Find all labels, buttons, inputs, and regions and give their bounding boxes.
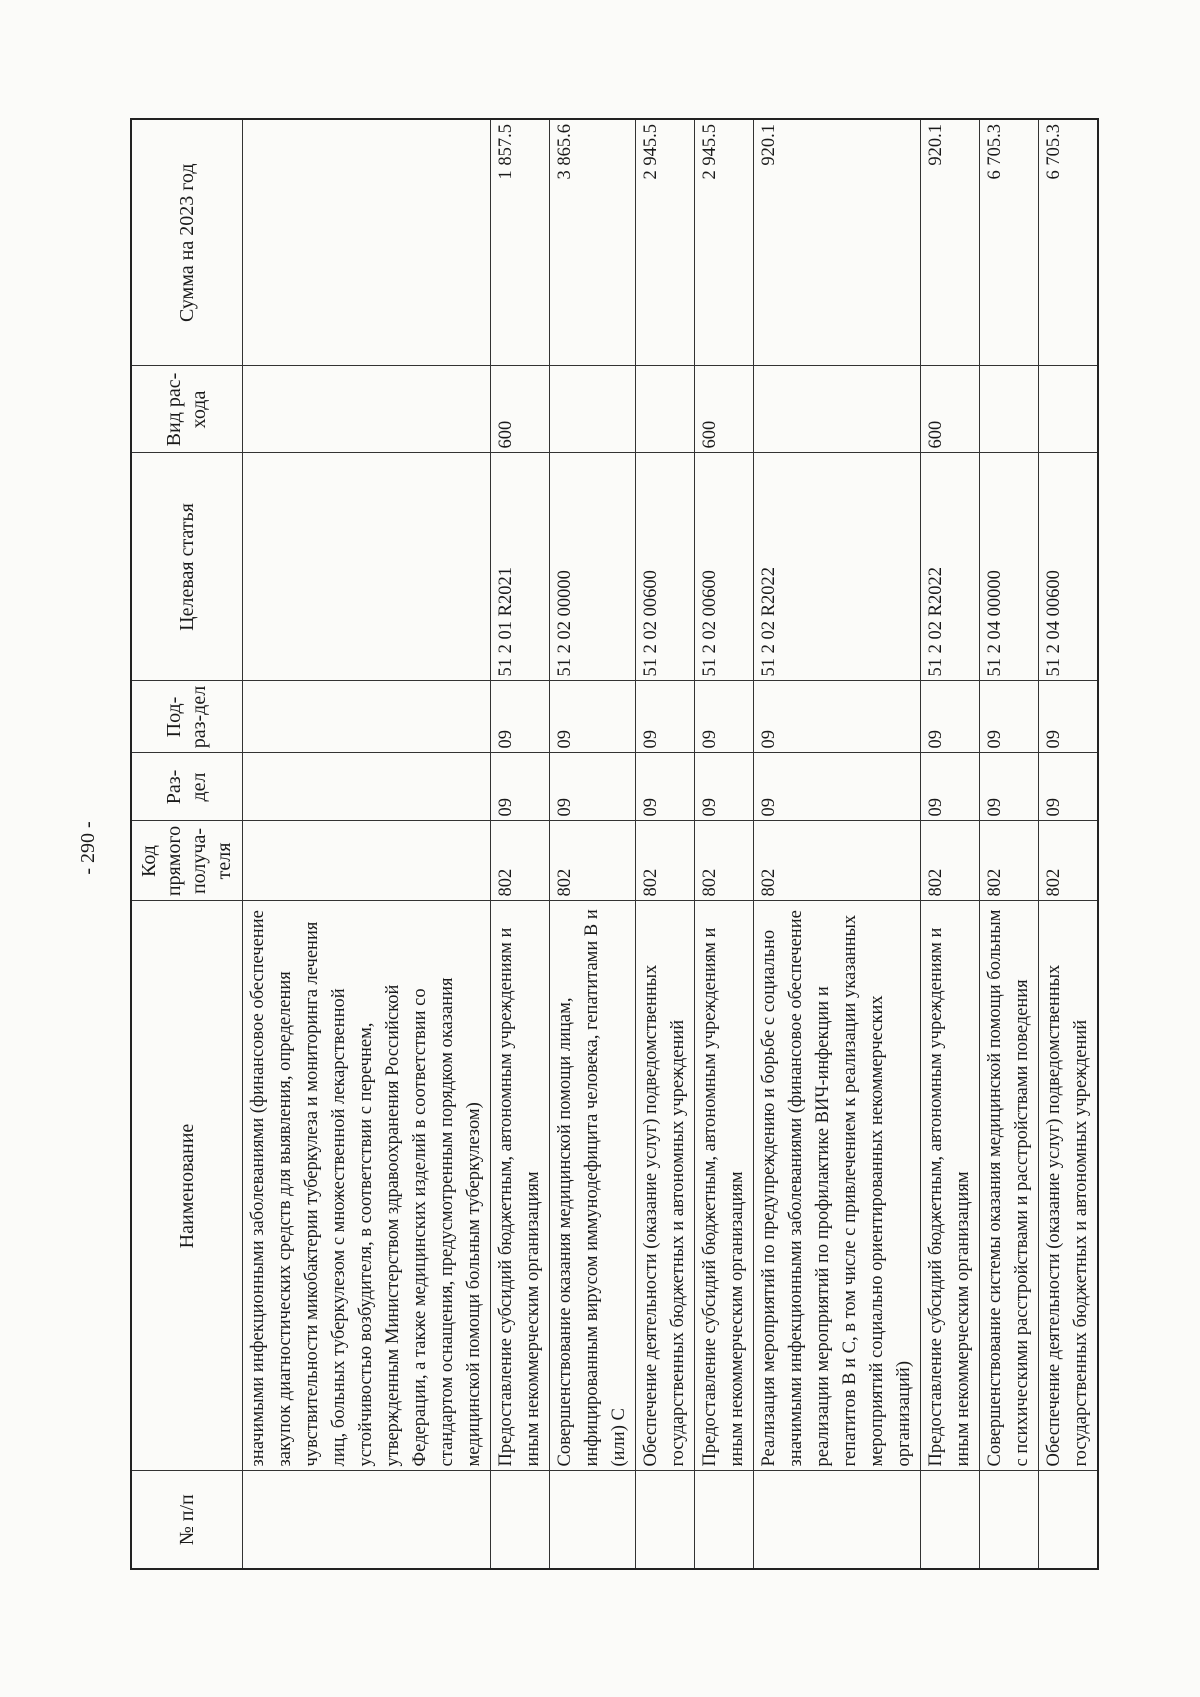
cell-celevaya: 51 2 02 00600 [695, 453, 754, 681]
table-header-row [131, 119, 243, 1569]
cell-razdel: 09 [980, 753, 1039, 821]
cell-num [980, 1471, 1039, 1569]
cell-vid: 600 [491, 366, 550, 453]
cell-summa [243, 119, 491, 366]
table-row [243, 119, 491, 1569]
cell-podrazdel: 09 [550, 681, 636, 753]
cell-razdel: 09 [754, 753, 921, 821]
header-num: № п/п [131, 1471, 243, 1569]
cell-code: 802 [695, 821, 754, 901]
cell-summa: 6 705.3 [980, 119, 1039, 366]
cell-celevaya: 51 2 02 00600 [636, 453, 695, 681]
cell-name: Реализация мероприятий по предупреждению и борьбе с социально значимыми инфекционными заболеваниями (финансовое обеспечение реализации мероприятий по профилактике ВИЧ-инфекции и гепатитов B и C, в том числе с привлечением к реализации указанных мероприятий социально ориентированных некоммерческих организаций) [754, 901, 921, 1471]
cell-razdel: 09 [636, 753, 695, 821]
cell-name: Предоставление субсидий бюджетным, автономным учреждениям и иным некоммерческим организациям [491, 901, 550, 1471]
cell-name: Предоставление субсидий бюджетным, автономным учреждениям и иным некоммерческим организациям [695, 901, 754, 1471]
cell-celevaya: 51 2 01 R2021 [491, 453, 550, 681]
cell-razdel: 09 [1039, 753, 1099, 821]
table-row [636, 119, 695, 1569]
table-row [921, 119, 980, 1569]
cell-podrazdel: 09 [491, 681, 550, 753]
cell-celevaya: 51 2 02 R2022 [921, 453, 980, 681]
cell-podrazdel: 09 [921, 681, 980, 753]
header-summa: Сумма на 2023 год [131, 119, 243, 366]
cell-celevaya: 51 2 02 R2022 [754, 453, 921, 681]
cell-name: Обеспечение деятельности (оказание услуг) подведомственных государственных бюджетных и автономных учреждений [636, 901, 695, 1471]
cell-num [550, 1471, 636, 1569]
cell-razdel: 09 [550, 753, 636, 821]
cell-num [921, 1471, 980, 1569]
cell-podrazdel [243, 681, 491, 753]
table-row [980, 119, 1039, 1569]
cell-vid [550, 366, 636, 453]
cell-num [636, 1471, 695, 1569]
cell-vid [1039, 366, 1099, 453]
cell-summa: 1 857.5 [491, 119, 550, 366]
cell-celevaya: 51 2 04 00000 [980, 453, 1039, 681]
cell-summa: 2 945.5 [636, 119, 695, 366]
header-vid: Вид рас-хода [131, 366, 243, 453]
cell-vid [980, 366, 1039, 453]
cell-podrazdel: 09 [980, 681, 1039, 753]
cell-num [1039, 1471, 1099, 1569]
header-code: Код прямого получа-теля [131, 821, 243, 901]
header-name: Наименование [131, 901, 243, 1471]
cell-vid: 600 [695, 366, 754, 453]
cell-name: Совершенствование системы оказания медицинской помощи больным с психическими расстройствами и расстройствами поведения [980, 901, 1039, 1471]
budget-table [130, 118, 1099, 1570]
cell-summa: 920.1 [921, 119, 980, 366]
cell-summa: 2 945.5 [695, 119, 754, 366]
table-row [695, 119, 754, 1569]
cell-num [754, 1471, 921, 1569]
cell-razdel: 09 [695, 753, 754, 821]
header-podrazdel: Под-раз-дел [131, 681, 243, 753]
cell-podrazdel: 09 [636, 681, 695, 753]
cell-celevaya: 51 2 02 00000 [550, 453, 636, 681]
header-celevaya: Целевая статья [131, 453, 243, 681]
cell-vid [243, 366, 491, 453]
cell-code: 802 [754, 821, 921, 901]
cell-code: 802 [550, 821, 636, 901]
cell-podrazdel: 09 [754, 681, 921, 753]
cell-summa: 3 865.6 [550, 119, 636, 366]
cell-razdel [243, 753, 491, 821]
cell-name: Совершенствование оказания медицинской помощи лицам, инфицированным вирусом иммунодефицита человека, гепатитами B и (или) C [550, 901, 636, 1471]
cell-name: Обеспечение деятельности (оказание услуг) подведомственных государственных бюджетных и автономных учреждений [1039, 901, 1099, 1471]
rotated-page-content [130, 120, 1091, 1570]
cell-code: 802 [636, 821, 695, 901]
cell-num [491, 1471, 550, 1569]
cell-code: 802 [491, 821, 550, 901]
cell-podrazdel: 09 [695, 681, 754, 753]
table-row [491, 119, 550, 1569]
cell-celevaya: 51 2 04 00600 [1039, 453, 1099, 681]
cell-name: Предоставление субсидий бюджетным, автономным учреждениям и иным некоммерческим организациям [921, 901, 980, 1471]
cell-vid [636, 366, 695, 453]
cell-razdel: 09 [491, 753, 550, 821]
cell-code: 802 [980, 821, 1039, 901]
table-row [550, 119, 636, 1569]
cell-podrazdel: 09 [1039, 681, 1099, 753]
header-razdel: Раз-дел [131, 753, 243, 821]
cell-celevaya [243, 453, 491, 681]
page-number: - 290 - [77, 821, 99, 875]
cell-num [243, 1471, 491, 1569]
cell-vid [754, 366, 921, 453]
cell-num [695, 1471, 754, 1569]
cell-code: 802 [921, 821, 980, 901]
cell-vid: 600 [921, 366, 980, 453]
cell-code: 802 [1039, 821, 1099, 901]
table-row [1039, 119, 1099, 1569]
cell-razdel: 09 [921, 753, 980, 821]
cell-code [243, 821, 491, 901]
cell-name: значимыми инфекционными заболеваниями (финансовое обеспечение закупок диагностических средств для выявления, определения чувствительности микобактерии туберкулеза и мониторинга лечения лиц, больных туберкулезом с множественной лекарственной устойчивостью возбудителя, в соответствии с перечнем, утвержденным Министерством здравоохранения Российской Федерации, а также медицинских изделий в соответствии со стандартом оснащения, предусмотренным порядком оказания медицинской помощи больным туберкулезом) [243, 901, 491, 1471]
table-row [754, 119, 921, 1569]
cell-summa: 920.1 [754, 119, 921, 366]
cell-summa: 6 705.3 [1039, 119, 1099, 366]
